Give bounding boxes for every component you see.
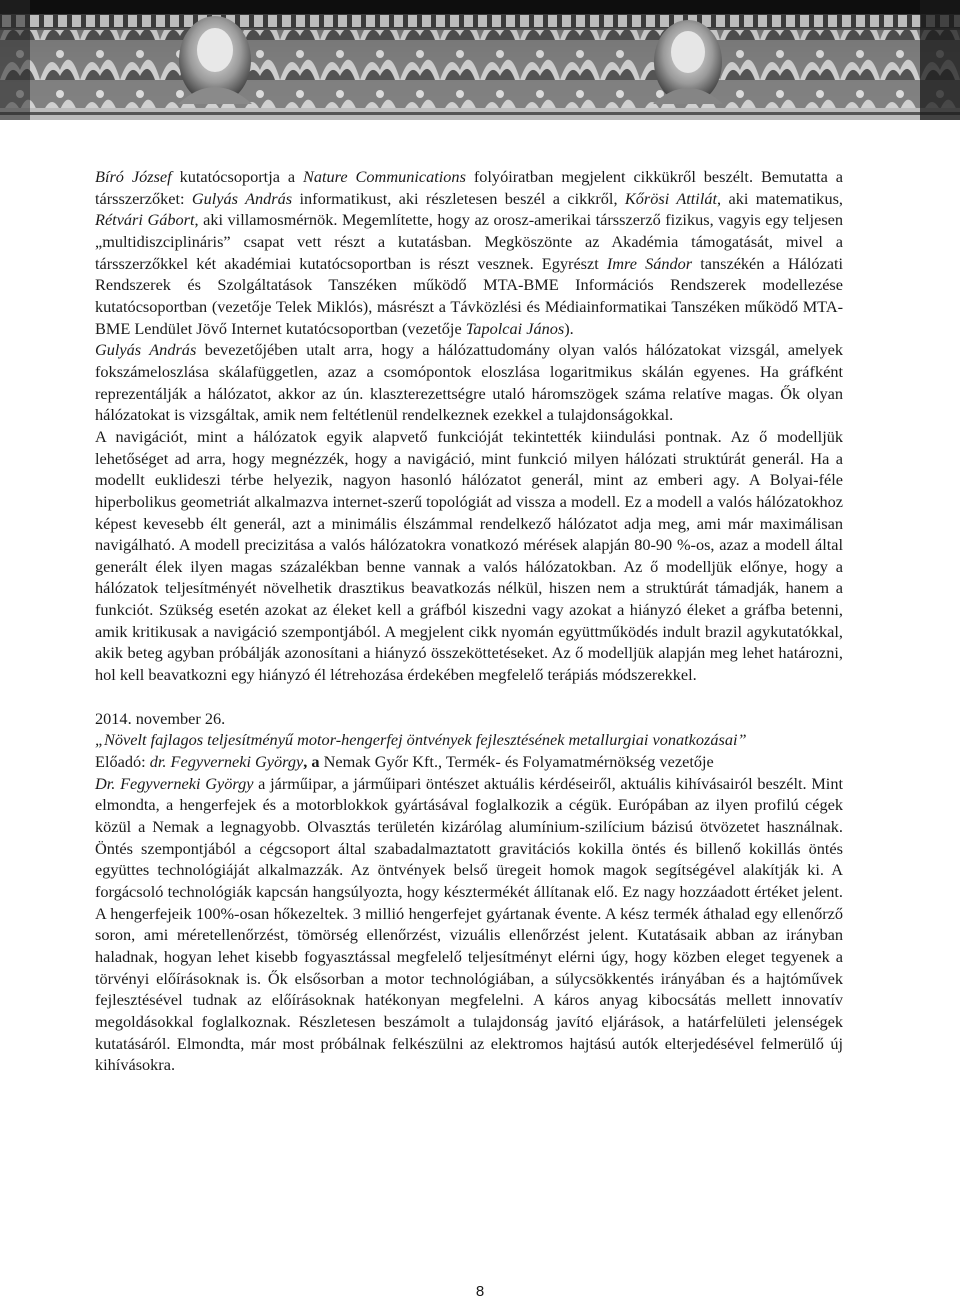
person-name: Imre Sándor <box>606 253 693 273</box>
journal-name: Nature Communications <box>303 167 466 186</box>
person-name: Gulyás András <box>191 188 293 208</box>
presenter-name: Fegyverneki György <box>170 752 304 772</box>
ornamental-banner <box>0 0 960 120</box>
article2-title: „Növelt fajlagos teljesítményű motor-hengerfej öntvények fejlesztésének metallurgiai vonatkozásai” <box>95 730 747 750</box>
person-name: Gulyás András <box>95 340 197 360</box>
article2-body: Dr. Fegyverneki György a járműipar, a járműipari öntészet aktuális kérdéseiről, aktuális kihívásairól beszélt. Mint elmondta, a hengerfejek és a motorblokkok gyártásával foglalkozik a cégük. Európában az ilyen profilú cégek közül a Nemak a legnagyobb. Olvasztás területén kizárólag alumínium-szilícium bázisú ötvözetet használnak. Öntés szempontjából a cégcsoport által szabadalmaztatott gravitációs kokilla öntés és billenő kokillás öntés együttes technológiáját alkalmazzák. Az öntvények belső üregeit homok magok segítségével alakítják ki. A forgácsoló technológiák kapcsán hangsúlyozta, hogy késztermékét állítanak elő. Ez nagy hozzáadott értéket jelent. A hengerfejeik 100%-osan hőkezeltek. 3 millió hengerfejet gyártanak évente. A kész termék áthalad egy ellenőrző soron, ami méretellenőrzést, tömörség ellenőrzést, vizuális ellenőrzést jelent. Kutatásaik abban az irányban haladnak, hogyan lehet kisebb fogyasztással megfelelő teljesítményt elérni úgy, hogy közben eleget tegyenek a törvényi előírásoknak is. Ők elsősorban a motor technológiában, a súlycsökkentés irányában és a hajtóművek fejlesztésével tudnak az előírásoknak hatékonyan megfelelni. A káros anyag kibocsátás mellett innovatív megoldásokkal foglalkoznak. Részletesen beszámolt a tulajdonság javító eljárások, a határfelületi jelenségek kutatásáról. Elmondta, már most próbálnak felkészülni az elektromos hajtású autók elterjedésével felmerülő új kihívásokra. <box>95 773 843 1075</box>
company-name: Nemak Győr Kft. <box>323 752 439 772</box>
article-body <box>95 166 843 1076</box>
article1-paragraph-1: Bíró József kutatócsoportja a Nature Communications folyóiratban megjelent cikkükről beszélt. Bemutatta a társszerzőket: Gulyás András informatikust, aki részletesen beszél a cikkről, Kőrösi Attilát, aki matematikus, Rétvári Gábort, aki villamosmérnök. Megemlítette, hogy az orosz-amerikai társszerző fizikus, vagyis egy teljesen „multidiszciplináris” csapat vett részt a kutatásban. Megköszönte az Akadémia támogatását, mivel a társszerzőkkel két akadémiai kutatócsoportban is részt vesznek. Egyrészt Imre Sándor tanszékén a Hálózati Rendszerek és Szolgáltatások Tanszéken működő MTA-BME Információs Rendszerek modellezése kutatócsoportban (vezetője Telek Miklós), másrészt a Távközlési és Médiainformatikai Tanszéken működő MTA-BME Lendület Jövő Internet kutatócsoportban (vezetője Tapolcai János). <box>95 167 844 338</box>
article1-paragraph-2: Gulyás András bevezetőjében utalt arra, hogy a hálózattudomány olyan valós hálózatokat vizsgál, amelyek fokszámeloszlása skálafüggetlen, azaz a csomópontok eloszlása logaritmikus skálán egyenes. Ha gráfként reprezentálják a hálózatot, akkor az ún. klaszterezettségre utaló háromszögek száma relatíve magas. Ők olyan hálózatokat is vizsgáltak, amik nem feltétlenül rendelkeznek ezekkel a tulajdonságokkal. <box>95 340 843 425</box>
person-name: Dr. Fegyverneki György <box>95 773 254 793</box>
person-name: Bíró József <box>95 167 172 186</box>
person-name: Rétvári Gábort <box>95 210 195 230</box>
person-name: Tapolcai János <box>465 318 565 338</box>
facade-relief-image <box>0 0 960 120</box>
page-number: 8 <box>475 1283 485 1300</box>
person-name: Kőrösi Attilát <box>624 188 718 208</box>
section-gap <box>95 686 843 708</box>
article1-paragraph-3: A navigációt, mint a hálózatok egyik alapvető funkcióját tekintették kiindulási pontnak. Az ő modelljük lehetőséget ad arra, hogy megnézzék, hogy a navigáció, mint funkció milyen hálózati struktúrát generál. Ha a modellt euklideszi térbe helyezik, nagyon hasonló hálózatot generál, mint az emberi agy. A Bolyai-féle hiperbolikus geometriát alkalmazva internet-szerű topológiát ad vissza a modell. Ez a modell a valós hálózatokhoz képest kevesebb élt generál, azt a minimális élszámmal rendelkező hálózatot adja meg, ami már maximálisan navigálható. A modell precizitása a valós hálózatokra vonatkozó mérések alapján 80-90 %-os, azaz a modell által generált élek ilyen magas százalékban benne vannak a valós hálózatokban. Az ő modelljük előnye, hogy a hálózatok teljesítményét növelhetik drasztikus beavatkozás nélkül, hiszen nem a struktúrát támadják, hanem a funkciót. Szükség esetén azokat az éleket kell a gráfból kiszedni vagy azokat a hiányzó éleket a gráfba betenni, amik kritikusak a navigáció szempontjából. A megjelent cikk nyomán együttműködés indult brazil agykutatókkal, akik beteg agyban próbálják azonosítani a hiányzó összeköttetéseket. Az ő modelljük alapján meg lehet határozni, hol kell beavatkozni egy hiányzó él létrehozása érdekében megfelelő terápiás módszerekkel. <box>95 426 843 685</box>
article2-presenter: Előadó: dr. Fegyverneki György, a Nemak Győr Kft., Termék- és Folyamatmérnökség vezetője <box>95 752 714 772</box>
article2-date: 2014. november 26. <box>95 708 226 728</box>
